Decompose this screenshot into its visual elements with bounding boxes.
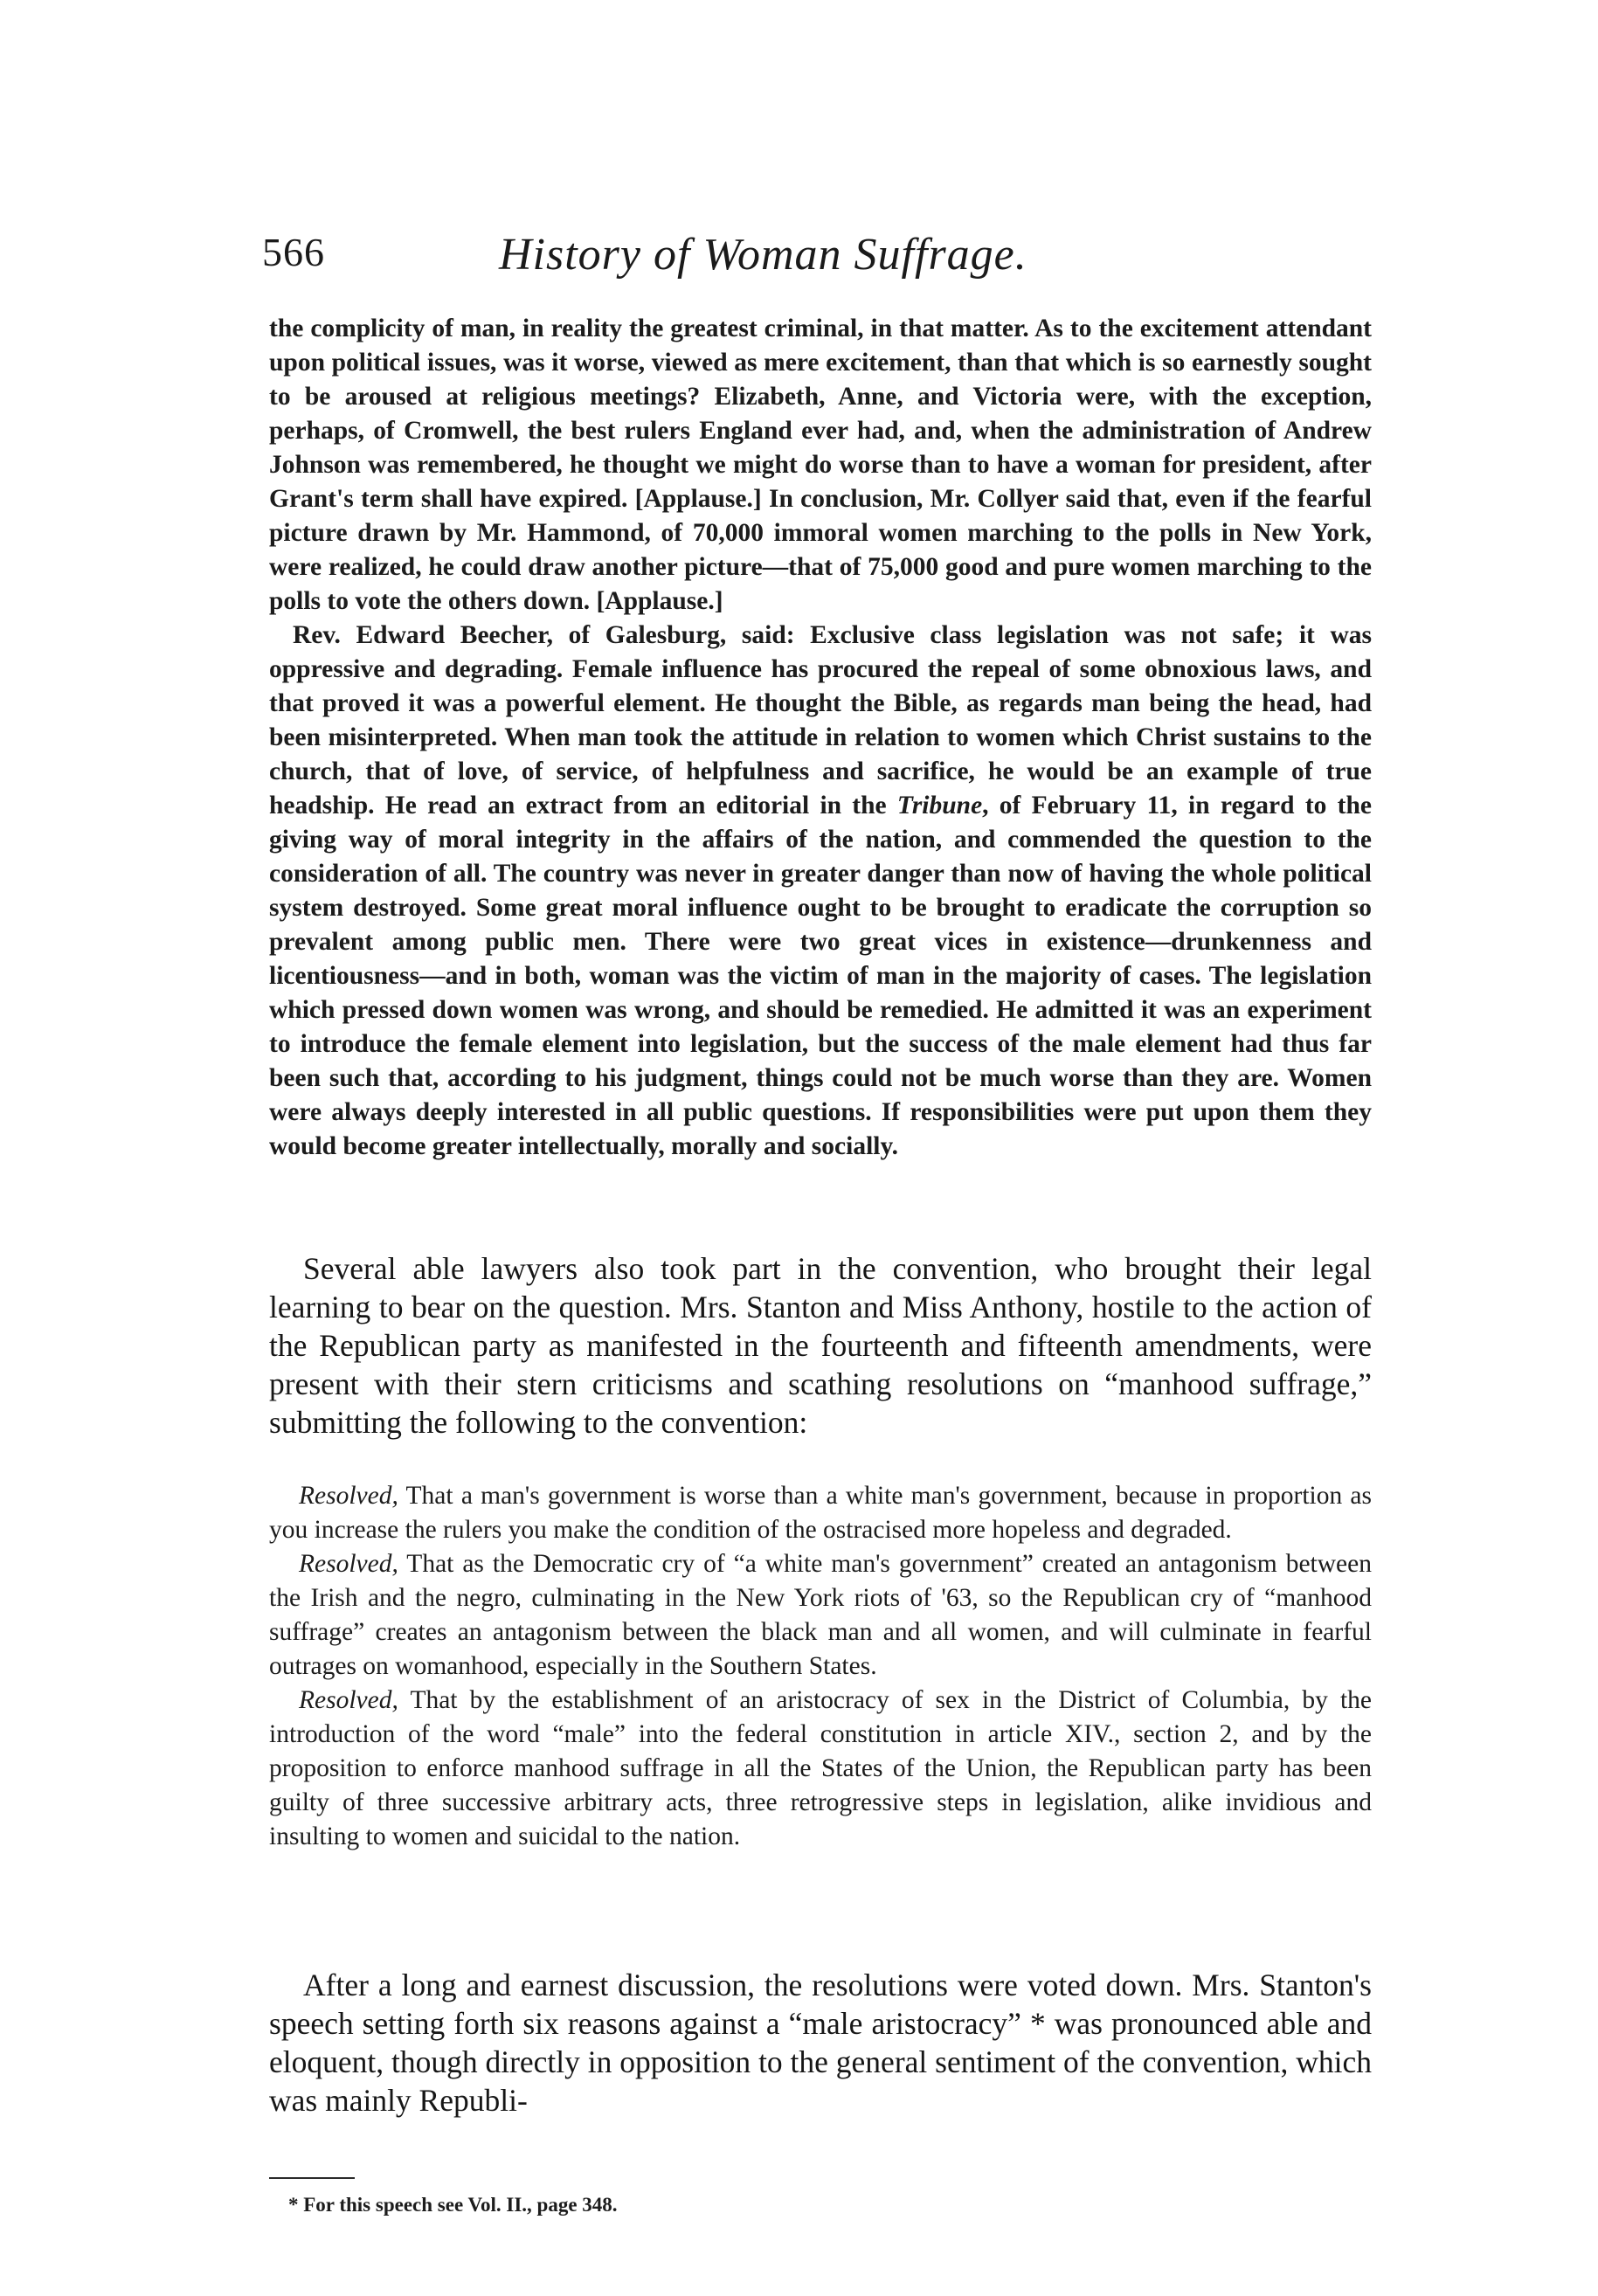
paragraph-collyer: the complicity of man, in reality the greatest criminal, in that matter. As to the excitement attendant upon political issues, was it worse, viewed as mere excitement, than that which is so earnestly sought to be aroused at religious meetings? Elizabeth, Anne, and Victoria were, with the exception, perhaps, of Cromwell, the best rulers England ever had, and, when the administration of Andrew Johnson was remembered, he thought we might do worse than to have a woman for president, after Grant's term shall have expired. [Applause.] In conclusion, Mr. Collyer said that, even if the fearful picture drawn by Mr. Hammond, of 70,000 immoral women marching to the polls in New York, were realized, he could draw another picture—that of 75,000 good and pure women marching to the polls to vote the others down. [Applause.] [269,315,1372,615]
beecher-text-1: Rev. Edward Beecher, of Galesburg, said: Exclusive class legislation was not safe; it was oppressive and degrading. Female influence has procured the repeal of some obnoxious laws, and that proved it was a powerful element. He thought the Bible, as regards man being the head, had been misinterpreted. When man took the attitude in relation to women which Christ sustains to the church, that of love, of service, of helpfulness and sacrifice, he would be an example of true headship. He read an extract from an editorial in the [269,621,1372,820]
resolution-3-text: That by the establishment of an aristocracy of sex in the District of Columbia, by the introduction of the word “male” into the federal constitution in article XIV., section 2, and by the proposition to enforce manhood suffrage in all the States of the Union, the Republican party has been guilty of three successive arbitrary acts, three retrogressive steps in legislation, alike invidious and insulting to women and suicidal to the nation. [269,1686,1372,1850]
narrative-discussion [269,1966,1372,2120]
resolution-1-text: That a man's government is worse than a white man's government, because in proportion as you increase the rulers you make the condition of the ostracised more hopeless and degraded. [269,1482,1372,1544]
tribune-title: Tribune [896,792,983,820]
narrative-lawyers [269,1249,1372,1442]
resolution-3-label: Resolved, [299,1686,398,1714]
paragraph-beecher [269,619,1372,1164]
resolution-1 [269,1479,1372,1547]
footnote: * For this speech see Vol. II., page 348. [288,2194,618,2216]
paragraph-lawyers: Several able lawyers also took part in the convention, who brought their legal learning to bear on the question. Mrs. Stanton and Miss Anthony, hostile to the action of the Republican party as manifested in the fourteenth and fifteenth amendments, were present with their stern criticisms and scathing resolutions on “manhood suffrage,” submitting the following to the convention: [269,1251,1372,1440]
running-head [262,229,1398,290]
page-number: 566 [262,230,325,274]
running-title: History of Woman Suffrage. [499,230,1027,280]
beecher-text-2: , of February 11, in regard to the giving way of moral integrity in the affairs of the nation, and commended the question to the consideration of all. The country was never in greater danger than now of having the whole political system destroyed. Some great moral influence ought to be brought to eradicate the corruption so prevalent among public men. There were two great vices in existence—drunkenness and licentiousness—and in both, woman was the victim of man in the majority of cases. The legislation which pressed down women was wrong, and should be remedied. He admitted it was an experiment to introduce the female element into legislation, but the success of the male element had thus far been such that, according to his judgment, things could not be much worse than they are. Women were always deeply interested in all public questions. If responsibilities were put upon them they would become greater intellectually, morally and socially. [269,792,1372,1160]
resolution-1-label: Resolved, [299,1482,398,1510]
resolution-2-text: That as the Democratic cry of “a white man's government” created an antagonism between the Irish and the negro, culminating in the New York riots of '63, so the Republican cry of “manhood suffrage” creates an antagonism between the black man and all women, and will culminate in fearful outrages on womanhood, especially in the Southern States. [269,1550,1372,1680]
resolution-2 [269,1547,1372,1684]
collyer-speech-continuation [269,312,1372,1164]
footnote-rule [269,2177,355,2179]
paragraph-discussion: After a long and earnest discussion, the resolutions were voted down. Mrs. Stanton's speech setting forth six reasons against a “male aristocracy” * was pronounced able and eloquent, though directly in opposition to the general sentiment of the convention, which was mainly Republi- [269,1968,1372,2118]
resolution-3 [269,1684,1372,1854]
resolutions-block [269,1479,1372,1854]
resolution-2-label: Resolved, [299,1550,398,1578]
